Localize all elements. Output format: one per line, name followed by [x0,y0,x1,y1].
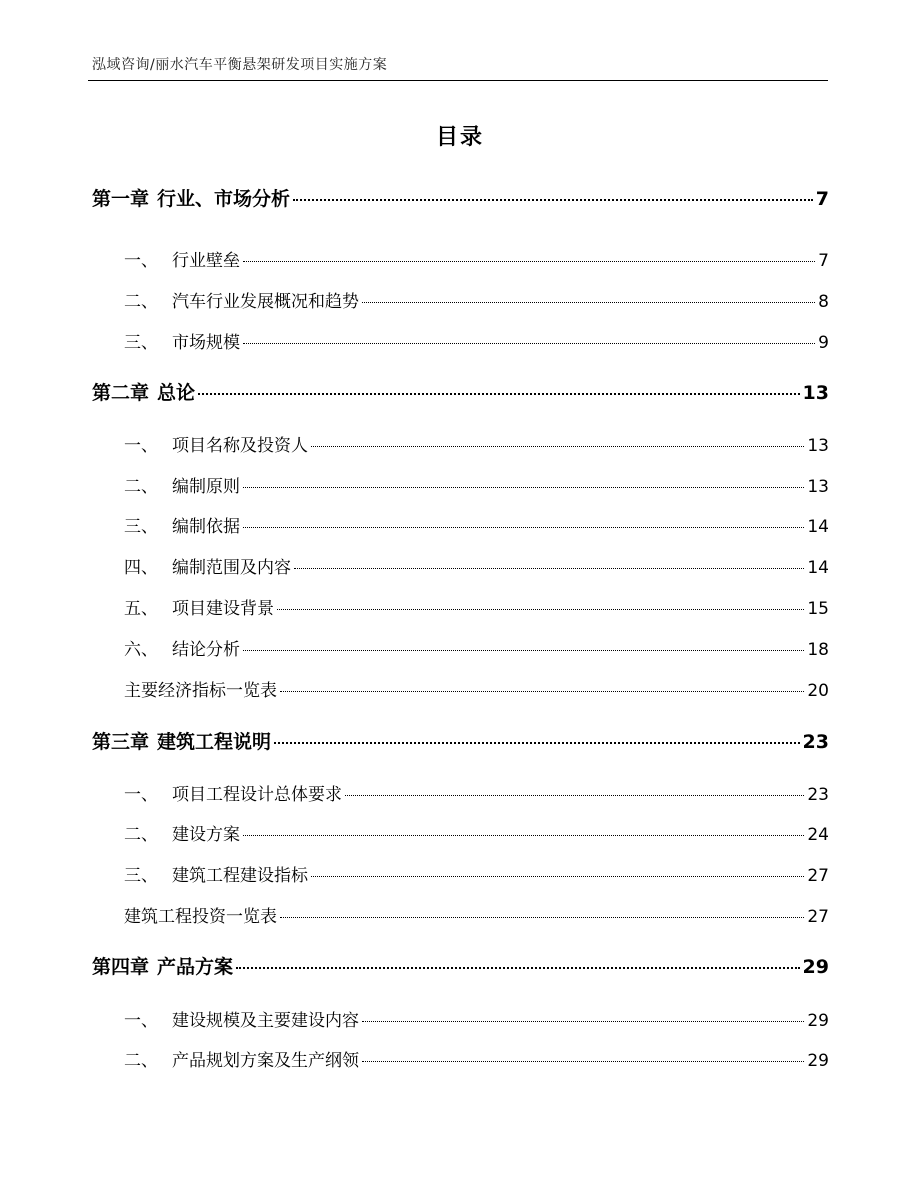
toc-section-title: 建筑工程建设指标 [172,866,308,886]
toc-page-number: 8 [818,292,829,312]
toc-section-title: 编制原则 [172,477,240,497]
toc-section-4-1[interactable] [124,1006,829,1031]
toc-dot-leader [345,795,804,796]
toc-section-number: 一、 [124,436,158,456]
toc-title: 目录 [435,125,484,150]
toc-section-number: 三、 [124,517,158,537]
toc-page-number: 20 [807,681,829,701]
toc-dot-leader [311,876,804,877]
toc-section-title: 产品规划方案及生产纲领 [172,1051,359,1071]
toc-dot-leader [293,199,813,201]
toc-dot-leader [362,1021,804,1022]
toc-dot-leader [280,917,804,918]
toc-dot-leader [243,650,804,651]
toc-dot-leader [236,967,800,969]
toc-section-number: 二、 [124,825,158,845]
toc-dot-leader [274,742,800,744]
toc-page-number: 24 [807,825,829,845]
toc-chapter-2[interactable] [92,378,829,405]
toc-section-title: 建筑工程投资一览表 [124,907,277,927]
toc-chapter-1[interactable] [92,184,829,211]
toc-page-number: 29 [802,956,829,978]
toc-section-number: 一、 [124,785,158,805]
toc-chapter-title: 建筑工程说明 [157,731,272,753]
toc-section-title: 项目建设背景 [172,599,274,619]
toc-page-number: 9 [818,333,829,353]
toc-section-2-1[interactable] [124,431,829,456]
toc-dot-leader [243,261,815,262]
toc-section-title: 项目名称及投资人 [172,436,308,456]
running-header: 泓域咨询/丽水汽车平衡悬架研发项目实施方案 [92,57,388,73]
toc-section-title: 市场规模 [172,333,240,353]
toc-section-number: 三、 [124,866,158,886]
toc-page-number: 29 [807,1051,829,1071]
toc-section-3-2[interactable] [124,820,829,845]
toc-page-number: 27 [807,866,829,886]
toc-page-number: 15 [807,599,829,619]
toc-section-title: 行业壁垒 [172,251,240,271]
toc-page-number: 7 [815,188,829,210]
toc-section-2-2[interactable] [124,472,829,497]
toc-dot-leader [311,446,804,447]
toc-chapter-title: 行业、市场分析 [157,188,291,210]
toc-section-number: 一、 [124,1011,158,1031]
toc-section-number: 二、 [124,477,158,497]
toc-dot-leader [362,302,815,303]
toc-section-number: 四、 [124,558,158,578]
toc-page-number: 7 [818,251,829,271]
toc-page-number: 13 [802,382,829,404]
toc-section-title: 主要经济指标一览表 [124,681,277,701]
toc-chapter-number: 第四章 [92,956,150,978]
toc-section-2-6[interactable] [124,635,829,660]
toc-section-title: 编制范围及内容 [172,558,291,578]
toc-section-title: 编制依据 [172,517,240,537]
toc-section-number: 二、 [124,1051,158,1071]
toc-page-number: 27 [807,907,829,927]
toc-section-title: 项目工程设计总体要求 [172,785,342,805]
toc-dot-leader [198,393,800,395]
toc-section-title: 结论分析 [172,640,240,660]
toc-chapter-number: 第二章 [92,382,150,404]
toc-section-1-1[interactable] [124,246,829,271]
toc-dot-leader [277,609,804,610]
toc-section-3-3[interactable] [124,861,829,886]
toc-chapter-3[interactable] [92,727,829,754]
toc-chapter-4[interactable] [92,952,829,979]
toc-dot-leader [243,343,815,344]
toc-chapter-title: 产品方案 [157,956,234,978]
toc-section-2-4[interactable] [124,553,829,578]
toc-section-4-2[interactable] [124,1046,829,1071]
toc-section-3-1[interactable] [124,780,829,805]
toc-section-title: 建设方案 [172,825,240,845]
toc-section-number: 六、 [124,640,158,660]
toc-section-number: 一、 [124,251,158,271]
toc-section-2-table[interactable] [124,676,829,701]
toc-page-number: 14 [807,517,829,537]
toc-page-number: 13 [807,436,829,456]
toc-section-2-3[interactable] [124,512,829,537]
toc-section-3-table[interactable] [124,902,829,927]
toc-section-1-3[interactable] [124,328,829,353]
toc-dot-leader [362,1061,804,1062]
toc-section-number: 三、 [124,333,158,353]
toc-chapter-number: 第三章 [92,731,150,753]
toc-section-2-5[interactable] [124,594,829,619]
toc-page-number: 18 [807,640,829,660]
toc-section-title: 汽车行业发展概况和趋势 [172,292,359,312]
toc-dot-leader [243,487,804,488]
toc-dot-leader [280,691,804,692]
toc-section-title: 建设规模及主要建设内容 [172,1011,359,1031]
toc-section-number: 五、 [124,599,158,619]
toc-section-number: 二、 [124,292,158,312]
toc-page-number: 29 [807,1011,829,1031]
toc-page-number: 23 [807,785,829,805]
toc-dot-leader [243,527,804,528]
toc-chapter-title: 总论 [157,382,196,404]
toc-page-number: 13 [807,477,829,497]
toc-page-number: 14 [807,558,829,578]
toc-dot-leader [243,835,804,836]
toc-dot-leader [294,568,804,569]
toc-chapter-number: 第一章 [92,188,150,210]
toc-page-number: 23 [802,731,829,753]
toc-section-1-2[interactable] [124,287,829,312]
